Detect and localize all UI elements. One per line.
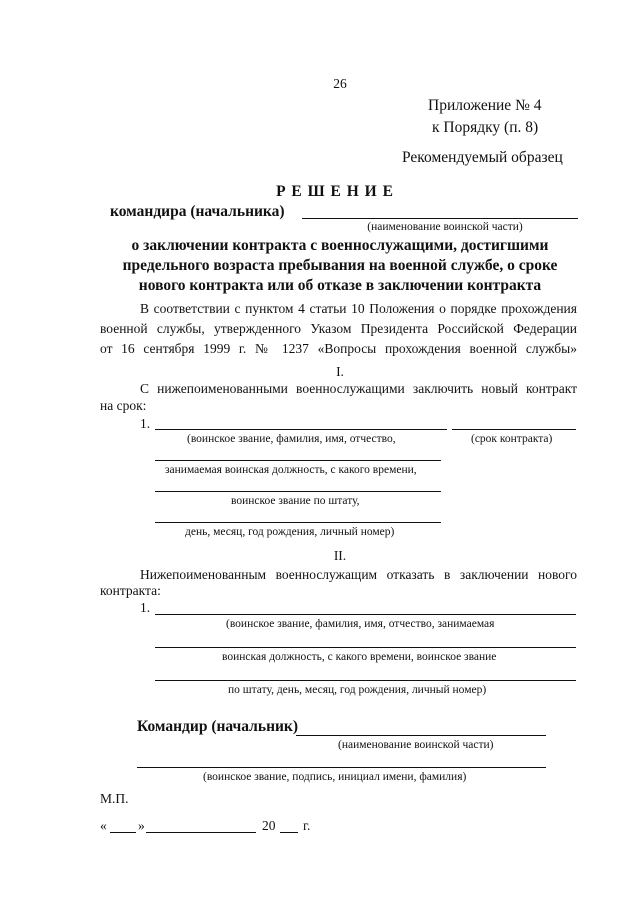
section-2-caption-2: воинская должность, с какого времени, воинское звание [222,651,497,663]
unit-name-line[interactable] [302,218,578,219]
section-2-position-line[interactable] [155,647,576,648]
page-number: 26 [333,76,347,91]
unit-name-caption: (наименование воинской части) [367,221,523,233]
section-1-caption-2: занимаемая воинская должность, с какого времени, [165,464,417,476]
signature-name-caption: (воинское звание, подпись, инициал имени, фамилия) [203,771,467,783]
section-1-term-line[interactable] [452,429,576,430]
section-1-item-number: 1. [140,416,151,431]
section-2-text-line-2: контракта: [100,583,161,598]
date-year-prefix: 20 [262,818,276,833]
section-1-term-caption: (срок контракта) [471,433,553,445]
signature-unit-line[interactable] [296,735,546,736]
basis-line-2: военной службы, утвержденного Указом Президента Российской Федерации [100,321,577,336]
date-month-line[interactable] [146,832,256,833]
sample-label: Рекомендуемый образец [402,149,563,166]
section-1-text-line-1: С нижепоименованными военнослужащими заключить новый контракт [140,381,577,396]
commander-heading: командира (начальника) [110,203,285,220]
section-2-caption-3: по штату, день, месяц, год рождения, личный номер) [228,684,487,696]
section-1-person-line[interactable] [155,429,447,430]
document-title: Р Е Ш Е Н И Е [276,183,394,200]
signature-unit-caption: (наименование воинской части) [338,739,494,751]
section-1-rank-line[interactable] [155,491,441,492]
subject-line-3: нового контракта или об отказе в заключении контракта [138,277,542,294]
basis-line-1: В соответствии с пунктом 4 статьи 10 Положения о порядке прохождения [140,301,577,316]
section-2-birth-line[interactable] [155,680,576,681]
section-1-caption-1: (воинское звание, фамилия, имя, отчество, [187,433,396,445]
section-1-position-line[interactable] [155,460,441,461]
section-2-person-line[interactable] [155,614,576,615]
appendix-line-1: Приложение № 4 [428,97,542,114]
section-1-text-line-2: на срок: [100,398,147,413]
appendix-line-2: к Порядку (п. 8) [432,119,539,136]
date-year-line[interactable] [280,832,298,833]
subject-line-2: предельного возраста пребывания на военной службе, о сроке [122,257,558,274]
section-1-caption-3: воинское звание по штату, [231,495,360,507]
date-day-line[interactable] [110,832,136,833]
stamp-label: М.П. [100,791,129,806]
section-2-numeral: II. [333,548,347,563]
section-2-text-line-1: Нижепоименованным военнослужащим отказать в заключении нового [140,567,577,582]
date-close-quote: » [138,818,145,833]
section-1-caption-4: день, месяц, год рождения, личный номер) [185,526,395,538]
section-2-item-number: 1. [140,600,151,615]
section-2-caption-1: (воинское звание, фамилия, имя, отчество, занимаемая [226,618,495,630]
signature-name-line[interactable] [137,767,546,768]
date-open-quote: « [100,818,107,833]
date-year-suffix: г. [303,818,311,833]
section-1-birth-line[interactable] [155,522,441,523]
subject-line-1: о заключении контракта с военнослужащими, достигшими [131,237,549,254]
signature-label: Командир (начальник) [137,718,299,735]
basis-line-3: от 16 сентября 1999 г. № 1237 «Вопросы прохождения военной службы» [100,341,577,356]
section-1-numeral: I. [336,364,344,379]
